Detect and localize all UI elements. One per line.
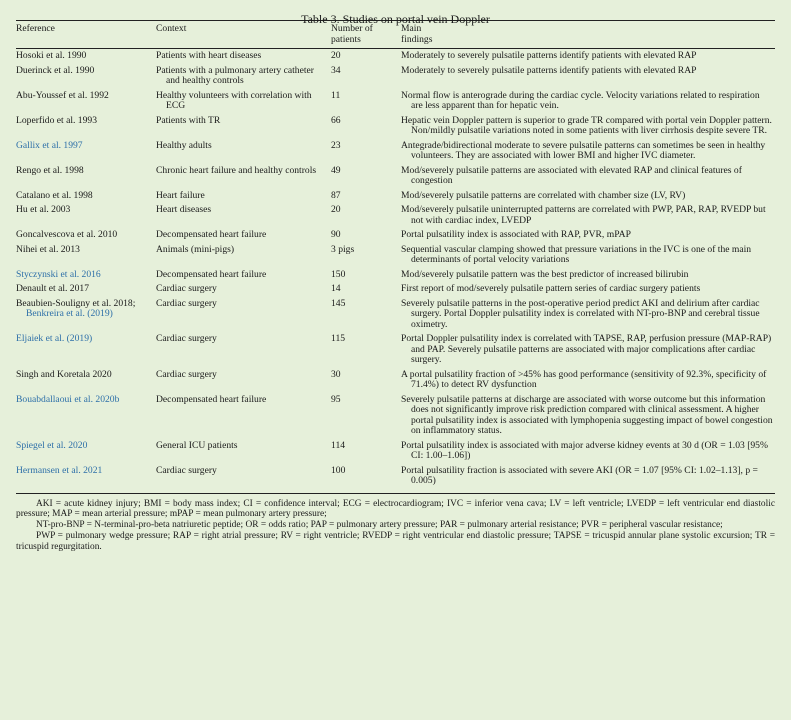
reference-text: Singh and Koretala 2020 xyxy=(16,368,112,380)
cell-findings: Moderately to severely pulsatile patterns identify patients with elevated RAP xyxy=(401,50,697,61)
cell-context: Patients with TR xyxy=(156,114,221,126)
cell-context: Heart diseases xyxy=(156,204,212,215)
table-row xyxy=(16,189,775,204)
cell-findings: Sequential vascular clamping showed that pressure variations in the IVC is one of the main determinants of portal velocity variations xyxy=(401,243,752,265)
cell-reference xyxy=(16,203,156,228)
cell-findings: Portal Doppler pulsatility index is correlated with TAPSE, RAP, perfusion pressure (MAP-RAP) and PAP. Severely pulsatile patterns are associated with major complications after cardiac surgery. xyxy=(401,333,772,365)
reference-text: Hosoki et al. 1990 xyxy=(16,50,87,61)
reference-link[interactable]: Benkreira et al. (2019) xyxy=(26,308,113,319)
cell-reference xyxy=(16,464,156,489)
cell-reference xyxy=(16,439,156,464)
cell-patients: 49 xyxy=(331,164,341,176)
cell-context: Healthy adults xyxy=(156,139,212,151)
reference-text: Catalano et al. 1998 xyxy=(16,189,93,201)
cell-reference xyxy=(16,228,156,243)
table-row xyxy=(16,139,775,164)
reference-link[interactable]: Eljaiek et al. (2019) xyxy=(16,333,93,344)
cell-reference xyxy=(16,164,156,189)
cell-findings: Mod/severely pulsatile patterns are associated with elevated RAP and clinical features of congestion xyxy=(401,164,742,186)
cell-findings: Portal pulsatility fraction is associated with severe AKI (OR = 1.07 [95% CI: 1.02–1.13], p = 0.005) xyxy=(401,464,758,486)
cell-patients: 87 xyxy=(331,189,341,201)
cell-findings: First report of mod/severely pulsatile pattern series of cardiac surgery patients xyxy=(401,283,701,294)
cell-context: Heart failure xyxy=(156,189,205,201)
cell-findings: Severely pulsatile patterns at discharge are associated with worse outcome but this information does not significantly improve risk prediction compared with clinical assessment. A higher portal pulsatility index is associated with lymphopenia suggesting impact of bowel congestion on inflammatory status. xyxy=(401,393,773,436)
table-row xyxy=(16,49,775,64)
cell-findings: Portal pulsatility index is associated with RAP, PVR, mPAP xyxy=(401,229,631,240)
cell-reference xyxy=(16,243,156,268)
cell-reference xyxy=(16,393,156,439)
header-findings-line2: findings xyxy=(401,33,433,45)
cell-patients: 3 pigs xyxy=(331,243,355,255)
table-body xyxy=(16,49,775,489)
reference-text: Abu-Youssef et al. 1992 xyxy=(16,89,109,101)
cell-patients: 20 xyxy=(331,204,341,215)
table-row xyxy=(16,368,775,393)
table-row xyxy=(16,64,775,89)
cell-patients: 95 xyxy=(331,393,341,405)
cell-context: Cardiac surgery xyxy=(156,368,217,380)
table-row xyxy=(16,228,775,243)
header-findings-line1: Main xyxy=(401,23,422,34)
reference-text: Goncalvescova et al. 2010 xyxy=(16,229,118,240)
reference-text: Beaubien-Souligny et al. 2018; xyxy=(16,297,136,309)
cell-findings: Mod/severely pulsatile patterns are correlated with chamber size (LV, RV) xyxy=(401,189,686,201)
footnote-paragraph: AKI = acute kidney injury; BMI = body mass index; CI = confidence interval; ECG = electrocardiogram; IVC = inferior vena cava; LV = left ventricle; LVEDP = left ventricular end diastolic pressure; MAP = mean arterial pressure; mPAP = mean pulmonary artery pressure; xyxy=(16,498,775,520)
footnotes xyxy=(16,499,775,553)
header-context: Context xyxy=(156,21,331,49)
cell-patients: 66 xyxy=(331,114,341,126)
table-row xyxy=(16,282,775,297)
cell-findings: Antegrade/bidirectional moderate to severe pulsatile patterns can sometimes be seen in healthy volunteers. They are associated with lower BMI and higher IVC diameter. xyxy=(401,139,766,161)
cell-reference xyxy=(16,49,156,64)
reference-text: Denault et al. 2017 xyxy=(16,283,89,294)
cell-reference xyxy=(16,189,156,204)
table-row xyxy=(16,243,775,268)
table-row xyxy=(16,393,775,439)
cell-reference xyxy=(16,89,156,114)
reference-text: Rengo et al. 1998 xyxy=(16,164,84,176)
header-patients-line2: patients xyxy=(331,33,361,45)
cell-patients: 100 xyxy=(331,464,346,476)
cell-context: Patients with heart diseases xyxy=(156,50,262,61)
cell-patients: 34 xyxy=(331,64,341,76)
bottom-rule xyxy=(16,493,775,494)
cell-findings: A portal pulsatility fraction of >45% has good performance (sensitivity of 92.3%, specificity of 71.4%) to detect RV dysfunction xyxy=(401,368,767,390)
reference-link[interactable]: Hermansen et al. 2021 xyxy=(16,464,103,476)
table-row xyxy=(16,203,775,228)
cell-reference xyxy=(16,282,156,297)
cell-context: Cardiac surgery xyxy=(156,283,217,294)
cell-context: Cardiac surgery xyxy=(156,333,217,344)
cell-context: Decompensated heart failure xyxy=(156,393,267,405)
cell-patients: 114 xyxy=(331,439,346,451)
footnote-paragraph: NT-pro-BNP = N-terminal-pro-beta natriuretic peptide; OR = odds ratio; PAP = pulmonary artery pressure; PAR = pulmonary arterial resistance; PVR = peripheral vascular resistance; xyxy=(36,520,723,531)
cell-patients: 150 xyxy=(331,268,346,280)
reference-text: Hu et al. 2003 xyxy=(16,204,71,215)
cell-patients: 115 xyxy=(331,333,346,344)
cell-patients: 20 xyxy=(331,50,341,61)
cell-findings: Portal pulsatility index is associated with major adverse kidney events at 30 d (OR = 1.03 [95% CI: 1.00–1.06]) xyxy=(401,439,768,461)
table-row xyxy=(16,268,775,283)
cell-findings: Hepatic vein Doppler pattern is superior to grade TR compared with portal vein Doppler pattern. Non/mildly pulsatile variations noted in some patients with liver cirrhosis despite severe TR. xyxy=(401,114,772,136)
studies-table xyxy=(16,21,775,489)
table-row xyxy=(16,114,775,139)
table-title: Table 3. Studies on portal vein Doppler xyxy=(301,12,490,26)
cell-patients: 90 xyxy=(331,229,341,240)
table-row xyxy=(16,332,775,368)
cell-context: Patients with a pulmonary artery catheter and healthy controls xyxy=(156,64,314,86)
cell-findings: Normal flow is anterograde during the cardiac cycle. Velocity variations related to respiration are less apparent than for hepatic vein. xyxy=(401,89,760,111)
cell-reference xyxy=(16,139,156,164)
table-row xyxy=(16,89,775,114)
cell-patients: 30 xyxy=(331,368,341,380)
reference-link[interactable]: Styczynski et al. 2016 xyxy=(16,268,101,280)
cell-patients: 11 xyxy=(331,89,341,101)
cell-findings: Severely pulsatile patterns in the post-operative period predict AKI and delirium after cardiac surgery. Portal Doppler pulsatility index is correlated with NT-pro-BNP and cerebral tissue oximetry. xyxy=(401,297,760,330)
reference-text: Loperfido et al. 1993 xyxy=(16,114,97,126)
header-patients-line1: Number of xyxy=(331,23,373,34)
cell-context: Decompensated heart failure xyxy=(156,229,267,240)
cell-reference xyxy=(16,332,156,368)
reference-text: Duerinck et al. 1990 xyxy=(16,64,95,76)
cell-reference xyxy=(16,368,156,393)
cell-patients: 14 xyxy=(331,283,341,294)
table-row xyxy=(16,464,775,489)
cell-reference xyxy=(16,64,156,89)
table-row xyxy=(16,297,775,333)
cell-context: Healthy volunteers with correlation with ECG xyxy=(156,89,312,111)
cell-reference xyxy=(16,268,156,283)
cell-findings: Moderately to severely pulsatile patterns identify patients with elevated RAP xyxy=(401,64,697,76)
table-row xyxy=(16,439,775,464)
reference-link[interactable]: Bouabdallaoui et al. 2020b xyxy=(16,393,120,405)
cell-patients: 23 xyxy=(331,139,341,151)
cell-context: Cardiac surgery xyxy=(156,464,217,476)
cell-reference xyxy=(16,297,156,333)
table-row xyxy=(16,164,775,189)
cell-context: Decompensated heart failure xyxy=(156,268,267,280)
cell-context: Cardiac surgery xyxy=(156,297,217,309)
cell-context: Animals (mini-pigs) xyxy=(156,243,235,255)
footnote-paragraph: PWP = pulmonary wedge pressure; RAP = right atrial pressure; RV = right ventricle; RVEDP = right ventricular end diastolic pressure; TAPSE = tricuspid annular plane systolic excursion; TR = tricuspid regurgitation. xyxy=(16,530,775,552)
cell-context: Chronic heart failure and healthy controls xyxy=(156,164,317,176)
reference-link[interactable]: Gallix et al. 1997 xyxy=(16,139,83,151)
header-reference: Reference xyxy=(16,21,156,49)
cell-findings: Mod/severely pulsatile pattern was the best predictor of increased bilirubin xyxy=(401,268,689,280)
reference-link[interactable]: Spiegel et al. 2020 xyxy=(16,439,88,451)
cell-context: General ICU patients xyxy=(156,439,238,451)
cell-reference xyxy=(16,114,156,139)
cell-findings: Mod/severely pulsatile uninterrupted patterns are correlated with PWP, PAR, RAP, RVEDP but not with cardiac index, LVEDP xyxy=(401,204,766,226)
reference-text: Nihei et al. 2013 xyxy=(16,243,80,255)
cell-patients: 145 xyxy=(331,297,346,309)
